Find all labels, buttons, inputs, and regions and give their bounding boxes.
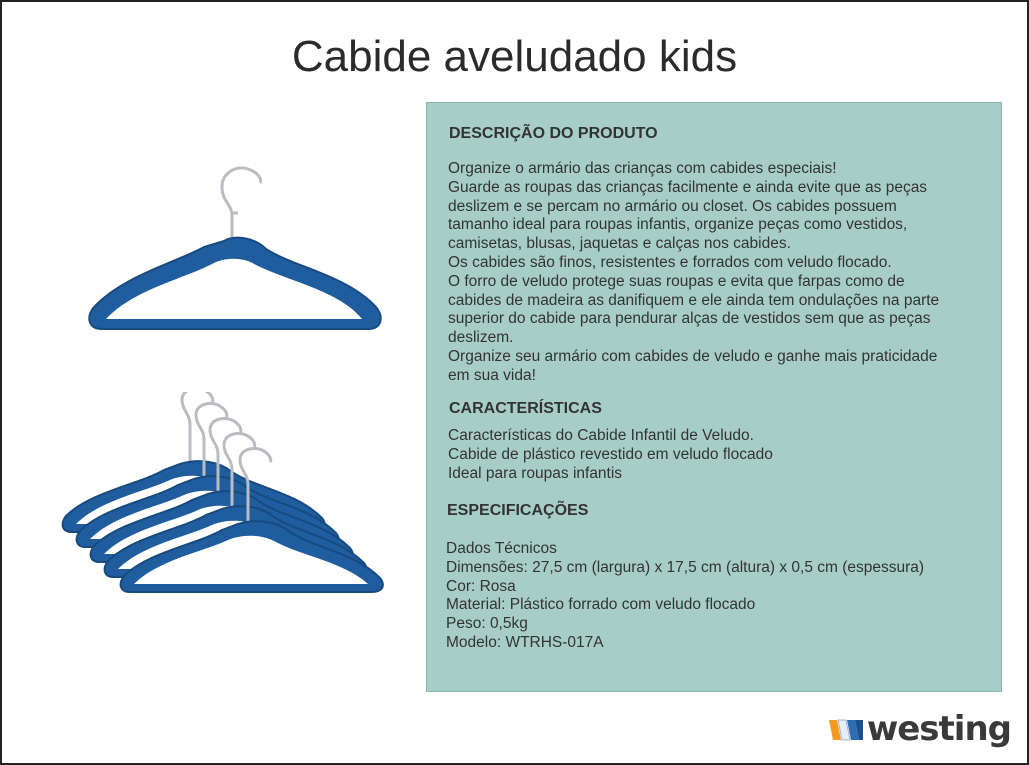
info-panel xyxy=(426,102,1002,692)
description-line: Organize o armário das crianças com cabides especiais! xyxy=(448,160,837,177)
description-line: deslizem. xyxy=(448,329,514,347)
spec-line: Dimensões: 27,5 cm (largura) x 17,5 cm (altura) x 0,5 cm (espessura) xyxy=(446,558,925,576)
description-text xyxy=(448,160,939,386)
description-line: deslizem e se percam no armário ou closet. Os cabides possuem xyxy=(448,197,897,215)
hanger-image xyxy=(84,157,384,342)
spec-line: Dados Técnicos xyxy=(446,540,557,557)
brand-logo xyxy=(829,709,1011,749)
feature-line: Cabide de plástico revestido em veludo flocado xyxy=(448,445,773,463)
description-line: Guarde as roupas das crianças facilmente e ainda evite que as peças xyxy=(448,178,928,196)
specs-text xyxy=(446,540,924,653)
spec-line: Material: Plástico forrado com veludo flocado xyxy=(446,596,756,614)
description-line: camisetas, blusas, jaquetas e calças nos cabides. xyxy=(448,235,791,253)
feature-line: Características do Cabide Infantil de Veludo. xyxy=(448,427,754,444)
description-line: Organize seu armário com cabides de veludo e ganhe mais praticidade xyxy=(448,347,938,365)
westing-logo-icon xyxy=(829,716,863,742)
hanger-stack-image xyxy=(60,392,410,617)
description-line: tamanho ideal para roupas infantis, organize peças como vestidos, xyxy=(448,216,908,234)
description-line: O forro de veludo protege suas roupas e evita que farpas como de xyxy=(448,272,905,290)
page-title: Cabide aveludado kids xyxy=(291,32,738,81)
feature-line: Ideal para roupas infantis xyxy=(448,464,623,482)
spec-line: Modelo: WTRHS-017A xyxy=(446,633,604,651)
spec-line: Cor: Rosa xyxy=(446,577,516,595)
spec-line: Peso: 0,5kg xyxy=(446,615,528,633)
description-line: em sua vida! xyxy=(448,366,536,384)
description-line: Os cabides são finos, resistentes e forrados com veludo flocado. xyxy=(448,253,892,271)
logo-text: westing xyxy=(866,709,1011,749)
description-line: cabides de madeira as danifiquem e ele ainda tem ondulações na parte xyxy=(448,291,940,309)
description-line: superior do cabide para pendurar alças de vestidos sem que as peças xyxy=(448,310,931,328)
description-heading: DESCRIÇÃO DO PRODUTO xyxy=(449,125,658,142)
features-text xyxy=(448,427,773,483)
features-heading: CARACTERÍSTICAS xyxy=(449,400,602,417)
specs-heading: ESPECIFICAÇÕES xyxy=(447,502,589,519)
